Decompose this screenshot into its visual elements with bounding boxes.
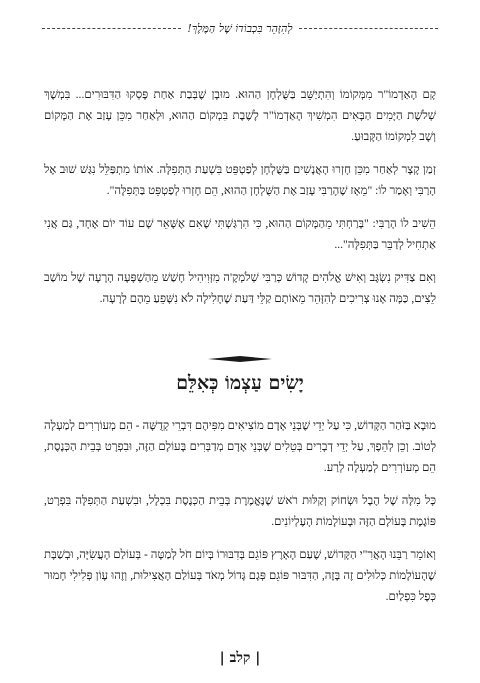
paragraph: וְאוֹמֵר רַבֵּנוּ הָאֲרִ"י הַקָּדוֹשׁ, שֶׁעַם הָאָרֶץ פּוֹגֵם בְּדִבּוּרוֹ בְּיוֹם חֹל לְמַטָּה - בְּעוֹלַם הָעֲשִׂיָּה, וּבְשַׁבָּת שֶׁהָעוֹלָמוֹת כְּלוּלִים זֶה בָּזֶה, הַדִּבּוּר פּוֹגֵם פְּגָם גָּדוֹל מְאֹד בְּעוֹלַם הָאֲצִילוּת, וְזֶהוּ עָוֹן פְּלִילִי חָמוּר כְּפֶל כִּפְלַיִם. xyxy=(44,548,436,603)
paragraph: מוּבָא בַּזֹּהַר הַקָּדוֹשׁ, כִּי עַל יְדֵי שֶׁבְּנֵי אָדָם מוֹצִיאִים מִפִּיהֶם דִּבְרֵי קְדֻשָּׁה - הֵם מְעוֹרְרִים לְמַעְלָה לְטוֹב. וְכֵן לְהֵפֶךְ, עַל יְדֵי דְבָרִים בְּטֵלִים שֶׁבְּנֵי אָדָם מְדַבְּרִים בָּעוֹלָם הַזֶּה, וּבִפְרָט בְּבֵית הַכְּנֶסֶת, הֵם מְעוֹרְרִים לְמַעְלָה לְרַע. xyxy=(44,419,436,474)
header-rule-right xyxy=(299,28,438,29)
header-title: לְהִזָּהֵר בִּכְבוֹדוֹ שֶׁל הַמֶּלֶךְ! xyxy=(187,22,293,35)
section-1-body xyxy=(44,84,436,309)
page-number: | קלב | xyxy=(219,650,261,666)
paragraph: הֵשִׁיב לוֹ הָרַבִּי: "בָּרַחְתִּי מֵהַמָּקוֹם הַהוּא, כִּי הִרְגַּשְׁתִּי שֶׁאִם אֶשָּׁאֵר שָׁם עוֹד יוֹם אֶחָד, גַּם אֲנִי אַתְחִיל לְדַבֵּר בַּתְּפִלָּה"... xyxy=(44,217,436,251)
paragraph: קָם הָאַדְמוֹ"ר מִמְּקוֹמוֹ וְהִתְיַשֵּׁב בַּשֻּׁלְחָן הַהוּא. מוּבָן שֶׁבְּבַת אַחַת פָּסְקוּ הַדִּבּוּרִים... בִּמְשֶׁךְ שְׁלֹשֶׁת הַיָּמִים הַבָּאִים הִמְשִׁיךְ הָאַדְמוֹ"ר לָשֶׁבֶת בִּמְקוֹם הַהוּא, וּלְאַחַר מִכֵּן עָזַב אֶת הַמָּקוֹם וְשָׁב לִמְקוֹמוֹ הַקָּבוּעַ. xyxy=(44,88,436,143)
paragraph: כָּל מִלָּה שֶׁל הֶבֶל וּשְׂחוֹק וְקַלּוּת רֹאשׁ שֶׁנֶּאֱמֶרֶת בְּבֵית הַכְּנֶסֶת בִּכְלָל, וּבִשְׁעַת הַתְּפִלָּה בִּפְרָט, פּוֹגֶמֶת בָּעוֹלָם הַזֶּה וּבָעוֹלָמוֹת הָעֶלְיוֹנִים. xyxy=(44,494,436,528)
paragraph: זְמַן קָצָר לְאַחַר מִכֵּן חָזְרוּ הָאֲנָשִׁים בַּשֻּׁלְחָן לְפַטְפֵּט בִּשְׁעַת הַתְּפִלָּה. אוֹתוֹ מִתְפַּלֵּל נִגַּשׁ שׁוּב אֶל הָרַבִּי וְאָמַר לוֹ: "מֵאָז שֶׁהָרַבִּי עָזַב אֶת הַשֻּׁלְחָן הַהוּא, הֵם חָזְרוּ לְפַטְפֵּט בַּתְּפִלָּה". xyxy=(44,163,436,197)
section-title: יָשִׂים עַצְמוֹ כְּאִלֵּם xyxy=(176,372,304,394)
running-header xyxy=(42,22,438,35)
section-2-body xyxy=(44,415,436,607)
ornament-divider xyxy=(208,356,272,362)
header-rule-left xyxy=(42,28,181,29)
paragraph: וְאִם צַדִּיק נִשְׂגָּב וְאִישׁ אֱלֹהִים קָדוֹשׁ כְּרַבִּי שְׁלֹמְקֶ'ה מִזְּוִיהִיל חָשַׁשׁ מֵהַשְׁפָּעָה הָרָעָה שֶׁל מוֹשַׁב לֵצִים, כַּמָּה אָנוּ צְרִיכִים לְהִזָּהֵר מֵאוֹתָם קַלֵּי דַּעַת שֶׁחָלִילָה לֹא נִשָּׁפֵעַ מֵהֶם לְרָעָה. xyxy=(44,271,436,305)
